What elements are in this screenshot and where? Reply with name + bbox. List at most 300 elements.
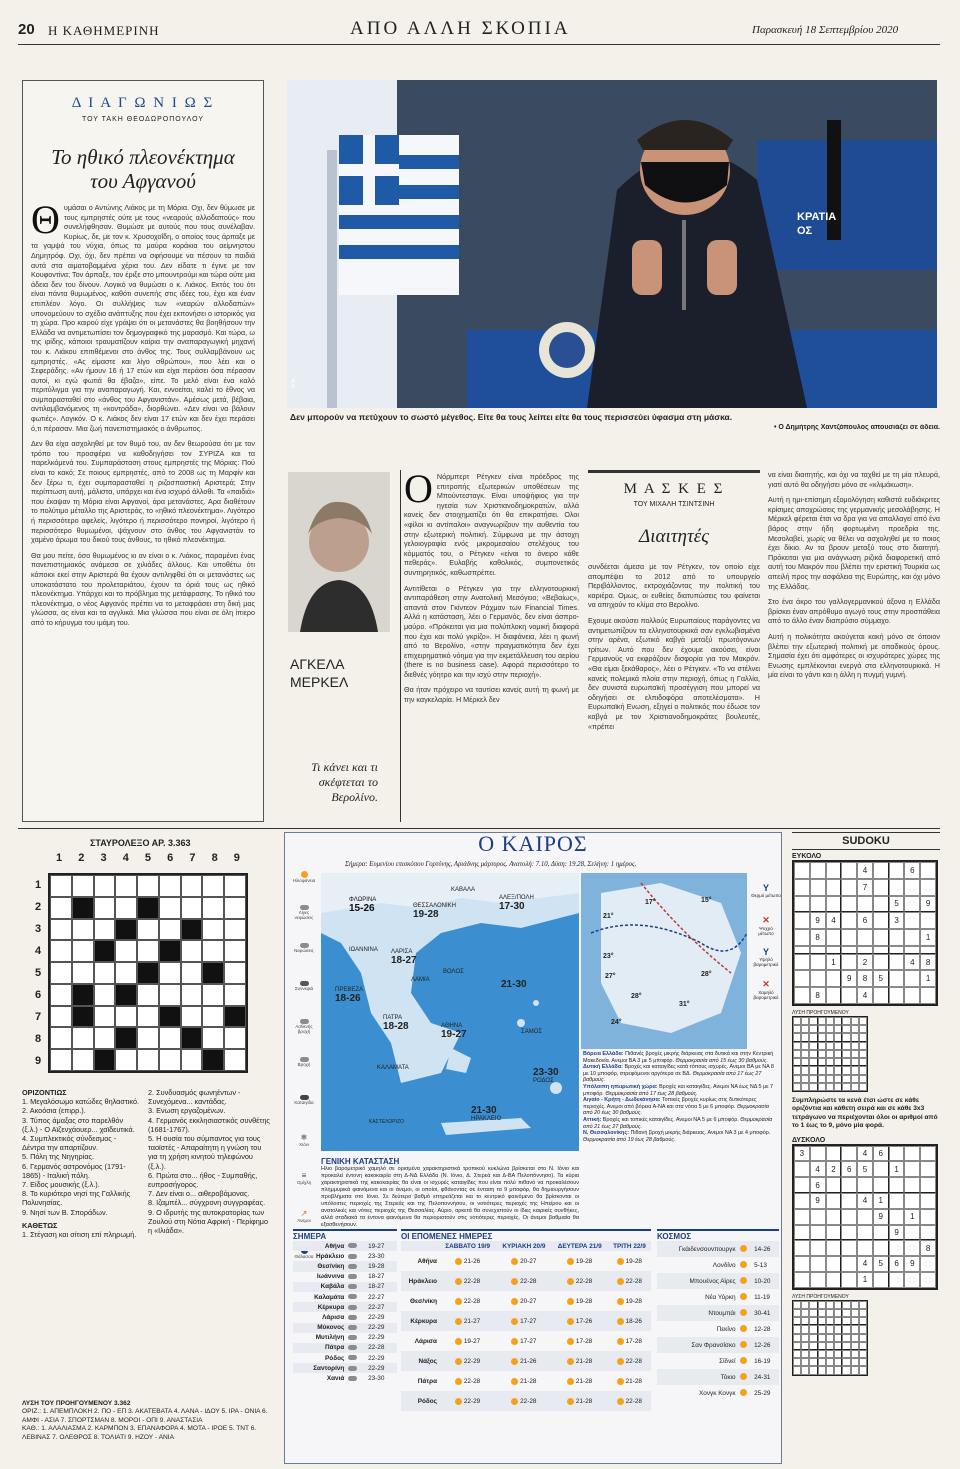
crossword-grid[interactable] (48, 873, 248, 1073)
sudoku-cell[interactable] (873, 987, 889, 1004)
sudoku-cell[interactable] (794, 1272, 810, 1288)
crossword-cell[interactable] (181, 940, 203, 962)
sudoku-cell[interactable]: 6 (904, 862, 920, 879)
sudoku-cell[interactable] (841, 1272, 857, 1288)
day-header: ΣΑΒΒΑΤΟ 19/9 (439, 1241, 496, 1251)
sudoku-cell[interactable] (826, 1209, 842, 1225)
sudoku-cell (859, 1050, 867, 1058)
sudoku-cell[interactable] (841, 954, 857, 971)
cloud-icon (348, 1284, 357, 1289)
sudoku-cell[interactable] (873, 1177, 889, 1193)
sudoku-cell[interactable] (826, 1146, 842, 1162)
legend-item: Ηλιοφάνεια (289, 867, 319, 905)
sudoku-cell (801, 1058, 809, 1066)
sudoku-cell[interactable] (920, 1256, 936, 1272)
sudoku-cell[interactable] (873, 896, 889, 913)
sudoku-cell[interactable]: 4 (904, 954, 920, 971)
sudoku-cell[interactable] (841, 987, 857, 1004)
sudoku-cell[interactable]: 1 (873, 1193, 889, 1209)
sudoku-cell[interactable] (889, 970, 905, 987)
crossword-cell[interactable] (94, 1006, 116, 1028)
sudoku-cell[interactable]: 9 (904, 1256, 920, 1272)
sudoku-cell[interactable] (826, 1193, 842, 1209)
sudoku-cell[interactable] (841, 912, 857, 929)
crossword-cell[interactable] (159, 919, 181, 941)
sudoku-cell[interactable] (794, 970, 810, 987)
sudoku-cell[interactable] (904, 879, 920, 896)
crossword-cell[interactable] (50, 897, 72, 919)
crossword-cell[interactable] (137, 1049, 159, 1071)
sudoku-cell[interactable] (810, 954, 826, 971)
cloud-icon (348, 1274, 357, 1279)
sudoku-cell[interactable]: 4 (810, 1161, 826, 1177)
sudoku-cell[interactable] (794, 912, 810, 929)
crossword-cell[interactable] (202, 1006, 224, 1028)
sudoku-cell[interactable] (920, 862, 936, 879)
crossword-cell[interactable] (115, 962, 137, 984)
sudoku-cell[interactable] (904, 1161, 920, 1177)
sudoku-cell[interactable] (889, 1240, 905, 1256)
sudoku-cell (834, 1309, 842, 1317)
sudoku-cell[interactable] (841, 1177, 857, 1193)
crossword-cell[interactable] (159, 875, 181, 897)
europe-temp: 28° (701, 971, 712, 978)
sudoku-cell[interactable]: 5 (889, 896, 905, 913)
merkel-name-line: ΑΓΚΕΛΑ (290, 656, 345, 672)
crossword-cell[interactable] (159, 962, 181, 984)
crossword-cell[interactable] (181, 875, 203, 897)
sudoku-cell[interactable] (873, 879, 889, 896)
sudoku-cell[interactable] (873, 954, 889, 971)
world-row (657, 1353, 779, 1369)
crossword-cell[interactable] (72, 1049, 94, 1071)
sudoku-cell[interactable] (904, 896, 920, 913)
legend-item: Θάλασσα (289, 1247, 319, 1285)
sudoku-cell[interactable]: 4 (857, 1146, 873, 1162)
sudoku-cell[interactable] (826, 1256, 842, 1272)
sudoku-cell[interactable] (794, 879, 810, 896)
sudoku-cell[interactable] (857, 946, 873, 954)
sudoku-cell[interactable] (810, 1209, 826, 1225)
sudoku-cell[interactable] (794, 987, 810, 1004)
sudoku-cell[interactable] (841, 879, 857, 896)
sudoku-cell[interactable] (904, 1193, 920, 1209)
sudoku-cell[interactable] (857, 1240, 873, 1256)
city-name: Λονδίνο (712, 1261, 736, 1269)
sudoku-cell[interactable] (873, 1161, 889, 1177)
crossword-col-number: 6 (167, 852, 174, 864)
sudoku-cell[interactable]: 8 (920, 954, 936, 971)
sun-icon (567, 1258, 574, 1265)
sudoku-cell (842, 1350, 850, 1358)
crossword-cell[interactable] (202, 875, 224, 897)
sudoku-cell[interactable]: 9 (889, 1225, 905, 1241)
sudoku-cell[interactable] (794, 896, 810, 913)
sudoku-cell[interactable] (794, 1193, 810, 1209)
cloud-icon (348, 1366, 357, 1371)
sudoku-cell[interactable]: 9 (920, 896, 936, 913)
sudoku-cell[interactable] (794, 954, 810, 971)
sudoku-cell[interactable]: 9 (810, 1193, 826, 1209)
today-row (293, 1272, 397, 1282)
crossword-cell[interactable] (224, 1049, 246, 1071)
sudoku-cell[interactable]: 4 (857, 1256, 873, 1272)
paragraph: Στο ένα άκρο του γαλλογερμανικού άξονα η Ελλάδα βρίσκει έναν απρόθυμο αγωγό τους στην προσπάθεια από το άλλο έναν διαπρύσιο σύμμαχο. (768, 597, 940, 626)
sudoku-cell[interactable] (857, 929, 873, 946)
sudoku-cell[interactable] (794, 1161, 810, 1177)
sun-icon (740, 1309, 747, 1316)
sudoku-cell[interactable] (841, 1193, 857, 1209)
sudoku-cell[interactable] (920, 879, 936, 896)
crossword-cell[interactable] (202, 984, 224, 1006)
sudoku-cell[interactable] (873, 912, 889, 929)
crossword-cell[interactable] (115, 1006, 137, 1028)
crossword-cell[interactable] (94, 897, 116, 919)
sudoku-cell (842, 1325, 850, 1333)
europe-temp: 23° (603, 953, 614, 960)
crossword-cell[interactable] (72, 962, 94, 984)
sudoku-cell[interactable] (794, 946, 810, 954)
sudoku-cell[interactable]: 8 (810, 929, 826, 946)
legend-item: Y Θερμό μέτωπο (751, 883, 781, 898)
sudoku-cell[interactable] (889, 1193, 905, 1209)
crossword-cell[interactable] (50, 1027, 72, 1049)
sudoku-cell[interactable] (826, 987, 842, 1004)
crossword-cell[interactable] (159, 1049, 181, 1071)
sudoku-cell[interactable] (794, 862, 810, 879)
sudoku-cell[interactable] (920, 987, 936, 1004)
sudoku-cell[interactable] (841, 929, 857, 946)
sudoku-cell[interactable] (920, 946, 936, 954)
sudoku-cell (793, 1075, 801, 1083)
sudoku-cell[interactable] (873, 1225, 889, 1241)
sudoku-cell[interactable] (826, 1240, 842, 1256)
crossword-cell[interactable] (181, 1006, 203, 1028)
column-byline: ΤΟΥ ΜΙΧΑΛΗ ΤΣΙΝΤΣΙΝΗ (633, 501, 715, 508)
sudoku-cell[interactable]: 6 (841, 1161, 857, 1177)
crossword-col-number: 9 (233, 852, 240, 864)
sudoku-cell[interactable] (826, 862, 842, 879)
crossword-cell[interactable] (224, 984, 246, 1006)
sudoku-cell[interactable]: 2 (857, 954, 873, 971)
crossword-cell[interactable] (202, 897, 224, 919)
crossword-cell[interactable] (137, 919, 159, 941)
sudoku-cell[interactable]: 1 (857, 1272, 873, 1288)
sudoku-cell (859, 1342, 867, 1350)
sudoku-cell[interactable] (826, 970, 842, 987)
sudoku-cell[interactable] (920, 1272, 936, 1288)
day-forecast: 19-28 (552, 1291, 608, 1311)
sudoku-cell[interactable]: 1 (826, 954, 842, 971)
sudoku-cell[interactable] (841, 896, 857, 913)
crossword-cell[interactable] (115, 875, 137, 897)
today-row (293, 1241, 397, 1251)
weather-legend (289, 867, 319, 1285)
crossword-cell[interactable] (72, 875, 94, 897)
sudoku-cell[interactable] (794, 1240, 810, 1256)
weather-icon (346, 1323, 366, 1333)
sudoku-cell[interactable]: 9 (873, 1209, 889, 1225)
sudoku-cell[interactable] (794, 1225, 810, 1241)
crossword-row-number: 3 (34, 923, 42, 935)
sudoku-cell[interactable] (826, 1177, 842, 1193)
crossword-cell[interactable] (181, 962, 203, 984)
sudoku-cell[interactable] (904, 946, 920, 954)
crossword-cell[interactable] (115, 940, 137, 962)
sudoku-cell[interactable] (920, 1161, 936, 1177)
sudoku-cell[interactable] (920, 1193, 936, 1209)
weather-icon (346, 1333, 366, 1343)
sudoku-cell[interactable]: 9 (810, 912, 826, 929)
sudoku-cell[interactable]: 4 (857, 1193, 873, 1209)
sudoku-cell[interactable] (810, 946, 826, 954)
sudoku-cell[interactable] (857, 1209, 873, 1225)
crossword-cell[interactable] (50, 919, 72, 941)
sudoku-cell[interactable]: 4 (857, 862, 873, 879)
sudoku-cell[interactable] (889, 987, 905, 1004)
day-forecast: 22-28 (608, 1391, 651, 1411)
crossword-cell[interactable] (137, 940, 159, 962)
crossword-cell[interactable] (202, 919, 224, 941)
sudoku-cell[interactable] (904, 929, 920, 946)
crossword-cell[interactable] (137, 1006, 159, 1028)
crossword-cell[interactable] (224, 940, 246, 962)
sudoku-cell[interactable] (857, 1177, 873, 1193)
sudoku-cell[interactable] (841, 946, 857, 954)
crossword-cell[interactable] (137, 984, 159, 1006)
sudoku-cell[interactable]: 1 (904, 1209, 920, 1225)
weather-icon (346, 1241, 366, 1251)
sudoku-cell[interactable] (826, 946, 842, 954)
sudoku-cell[interactable]: 4 (857, 987, 873, 1004)
sudoku-cell[interactable] (810, 970, 826, 987)
sudoku-cell[interactable] (904, 912, 920, 929)
sudoku-cell[interactable] (889, 1146, 905, 1162)
sudoku-cell (793, 1317, 801, 1325)
crossword-cell[interactable] (137, 1027, 159, 1049)
sudoku-cell[interactable]: 3 (794, 1146, 810, 1162)
sudoku-cell[interactable] (904, 1272, 920, 1288)
sudoku-easy-grid[interactable] (792, 860, 938, 1006)
sudoku-cell[interactable]: 9 (841, 970, 857, 987)
sudoku-cell[interactable] (810, 1225, 826, 1241)
crossword-cell[interactable] (159, 984, 181, 1006)
wind-icon: ↗ (300, 1209, 308, 1218)
next-days-row (401, 1391, 651, 1411)
merkel-portrait (288, 472, 390, 632)
sudoku-cell[interactable]: 8 (857, 970, 873, 987)
sun-icon (740, 1277, 747, 1284)
sudoku-cell[interactable] (841, 862, 857, 879)
crossword-cell[interactable] (50, 940, 72, 962)
crossword-cell[interactable] (72, 919, 94, 941)
city-name: Σαν Φρανσίσκο (657, 1337, 738, 1353)
sudoku-cell[interactable] (794, 1256, 810, 1272)
sudoku-cell[interactable] (826, 879, 842, 896)
crossword-cell[interactable] (94, 875, 116, 897)
sudoku-cell[interactable]: 1 (920, 970, 936, 987)
sudoku-cell[interactable] (904, 1225, 920, 1241)
crossword-cell[interactable] (72, 1027, 94, 1049)
sun-icon (455, 1278, 462, 1285)
crossword-cell[interactable] (50, 875, 72, 897)
sudoku-cell[interactable] (794, 1209, 810, 1225)
cloud-icon (348, 1305, 357, 1310)
sudoku-cell[interactable] (873, 862, 889, 879)
sudoku-cell (826, 1066, 834, 1074)
crossword-clues (22, 1088, 272, 1388)
sudoku-cell[interactable] (873, 1272, 889, 1288)
sudoku-cell[interactable] (889, 946, 905, 954)
sudoku-hard-grid[interactable] (792, 1144, 938, 1290)
crossword-cell[interactable] (181, 984, 203, 1006)
europe-temp: 17° (645, 899, 656, 906)
sudoku-cell (826, 1058, 834, 1066)
sudoku-cell[interactable] (810, 1256, 826, 1272)
crossword-cell[interactable] (137, 875, 159, 897)
crossword-cell (202, 962, 224, 984)
sudoku-cell[interactable]: 7 (857, 879, 873, 896)
sudoku-cell[interactable]: 3 (889, 912, 905, 929)
sudoku-cell[interactable] (810, 1146, 826, 1162)
sudoku-cell[interactable]: 5 (873, 970, 889, 987)
crossword-cell[interactable] (202, 940, 224, 962)
sudoku-cell[interactable]: 1 (889, 1161, 905, 1177)
crossword-cell[interactable] (224, 919, 246, 941)
crossword-cell[interactable] (202, 1027, 224, 1049)
sudoku-cell[interactable] (920, 912, 936, 929)
sudoku-cell[interactable]: 2 (826, 1161, 842, 1177)
sudoku-cell (842, 1025, 850, 1033)
crossword-cell[interactable] (94, 1027, 116, 1049)
world-header: ΚΟΣΜΟΣ (657, 1229, 779, 1241)
temp-range: 12-28 (754, 1325, 771, 1333)
sudoku-cell (801, 1325, 809, 1333)
sudoku-cell[interactable]: 4 (826, 912, 842, 929)
crossword-cell[interactable] (224, 897, 246, 919)
crossword-cell[interactable] (224, 962, 246, 984)
sudoku-cell[interactable] (841, 1240, 857, 1256)
crossword-cell[interactable] (50, 1006, 72, 1028)
down-clue: 7. Δεν είναι ο... αιθεροβάμονας. (148, 1189, 250, 1199)
sudoku-cell (834, 1334, 842, 1342)
sudoku-cell (851, 1358, 859, 1366)
sudoku-cell[interactable]: 6 (873, 1146, 889, 1162)
sudoku-cell[interactable] (889, 879, 905, 896)
sudoku-cell[interactable] (904, 1146, 920, 1162)
sudoku-cell[interactable] (794, 929, 810, 946)
crossword-cell[interactable] (50, 962, 72, 984)
sudoku-cell[interactable] (810, 1272, 826, 1288)
sudoku-cell[interactable] (904, 987, 920, 1004)
weather-icon (346, 1292, 366, 1302)
sudoku-cell[interactable] (794, 1177, 810, 1193)
sudoku-cell[interactable] (857, 896, 873, 913)
sudoku-cell[interactable] (826, 1225, 842, 1241)
crossword-cell[interactable] (50, 1049, 72, 1071)
next-days-row (401, 1331, 651, 1351)
crossword-cell[interactable] (159, 897, 181, 919)
crossword-cell[interactable] (224, 1027, 246, 1049)
world-row (657, 1305, 779, 1321)
sudoku-cell[interactable] (873, 946, 889, 954)
sudoku-cell[interactable] (826, 896, 842, 913)
crossword-cell[interactable] (181, 897, 203, 919)
sudoku-cell[interactable] (873, 929, 889, 946)
forecast-block: Βόρεια Ελλάδα: Πιθανές βροχές μικρής διάρκειας στα δυτικά και στην Κεντρική Μακεδονία. Ανεμοι ΒΑ 3 με 5 μποφόρ. Θερμοκρασία από 15 έως 30 βαθμούς. (583, 1051, 774, 1064)
sudoku-cell[interactable]: 6 (810, 1177, 826, 1193)
sudoku-cell[interactable] (904, 1177, 920, 1193)
sudoku-cell[interactable]: 8 (920, 1240, 936, 1256)
sudoku-cell (851, 1050, 859, 1058)
column-headline: Το ηθικό πλεονέκτημα του Αφγανού (51, 145, 235, 193)
sudoku-cell[interactable] (857, 1225, 873, 1241)
merkel-question: Τι κάνει και τι σκέφτεται το Βερολίνο. (311, 760, 378, 804)
sudoku-easy-solution-grid (792, 1016, 868, 1092)
sudoku-cell[interactable] (810, 1240, 826, 1256)
sudoku-cell[interactable] (920, 1225, 936, 1241)
sudoku-cell[interactable] (904, 970, 920, 987)
crossword-cell[interactable] (94, 962, 116, 984)
sudoku-cell[interactable] (889, 862, 905, 879)
day-forecast: 22-29 (439, 1351, 496, 1371)
sudoku-cell[interactable]: 6 (889, 1256, 905, 1272)
sudoku-cell[interactable] (810, 896, 826, 913)
crossword-cell[interactable] (50, 984, 72, 1006)
sudoku-cell[interactable] (889, 1272, 905, 1288)
crossword-cell[interactable] (115, 1049, 137, 1071)
paragraph: Δεν θα είχα ασχοληθεί με τον θυμό του, αν δεν θεωρούσα ότι με τον τρόπο του προσφέρει να καθοδηγήσει τον ΣΥΡΙΖΑ και τα παρελκόμενά του. Συμπαράσταση στους εμπρηστές της Μόριας: Πού είναι το κακό; Σε ποιους εμπρηστές, από το 2008 ως τη Μαρφίν και δεν ξέρω τι, έχει συμπαρασταθεί η ριζοσπαστική Αριστερά; Στην περίπτωση αυτή, μάλιστα, υπάρχει και ένα ισχυρό άλλοθι. Τα «παιδιά» που έκαψαν τη Μόρια είναι Αφγανοί, άρα μετανάστες. Αρα διαθέτουν το πολύτιμο μέταλλο της Αριστεράς, το «ηθικό πλεονέκτημα». Λιγότερο ή περισσότερο αφελείς, λιγότερο ή περισσότερο πονηροί, λιγότερο ή περισσότερο θυμωμένοι, ψάχνουν στο άνθος του Αφγανιστάν το χαμένο άρωμα του δικού τους άνθους, το ηθικό πλεονέκτημα. (31, 439, 255, 545)
sudoku-cell[interactable] (889, 929, 905, 946)
sudoku-cell[interactable] (920, 1146, 936, 1162)
crossword-cell[interactable] (115, 897, 137, 919)
legend-item: Ασθενής βροχή (289, 1019, 319, 1057)
sudoku-cell[interactable] (841, 1225, 857, 1241)
cloud-icon (348, 1243, 357, 1248)
crossword-cell[interactable] (224, 875, 246, 897)
sudoku-cell[interactable] (873, 1240, 889, 1256)
sudoku-cell[interactable] (889, 1209, 905, 1225)
sudoku-cell[interactable]: 5 (857, 1161, 873, 1177)
sudoku-cell[interactable] (810, 879, 826, 896)
sudoku-cell[interactable] (826, 929, 842, 946)
across-clue: 3. Τύπος άμαξας στο παρελθόν (ξ.λ.) - Ο Αϊζενχάουερ... χαϊδευτικά. (22, 1115, 135, 1134)
crossword-cell[interactable] (181, 1049, 203, 1071)
sudoku-cell[interactable]: 8 (810, 987, 826, 1004)
sudoku-cell[interactable] (841, 1146, 857, 1162)
crossword-cell[interactable] (72, 940, 94, 962)
weather-subtitle: Σήμερα: Ευμενίου επισκόπου Γορτύνης, Αριάδνης μάρτυρος. Ανατολή: 7.10, Δύση: 19.28, Σελήνη: 1 ημέρος. (345, 861, 637, 868)
sun-icon (455, 1398, 462, 1405)
crossword-cell[interactable] (159, 1027, 181, 1049)
crossword-cell[interactable] (94, 984, 116, 1006)
crossword-cell[interactable] (94, 919, 116, 941)
sudoku-cell[interactable] (904, 1240, 920, 1256)
sudoku-cell[interactable] (841, 1256, 857, 1272)
sudoku-cell[interactable] (841, 1209, 857, 1225)
sudoku-cell[interactable] (920, 1177, 936, 1193)
sudoku-cell[interactable] (889, 1177, 905, 1193)
sudoku-cell[interactable]: 6 (857, 912, 873, 929)
sudoku-cell[interactable] (826, 1272, 842, 1288)
sudoku-cell[interactable] (810, 862, 826, 879)
sudoku-cell[interactable] (889, 954, 905, 971)
sudoku-cell[interactable] (920, 1209, 936, 1225)
day-forecast: 21-28 (552, 1391, 608, 1411)
sudoku-cell[interactable]: 5 (873, 1256, 889, 1272)
day-forecast: 20-27 (496, 1291, 551, 1311)
sudoku-cell[interactable]: 1 (920, 929, 936, 946)
